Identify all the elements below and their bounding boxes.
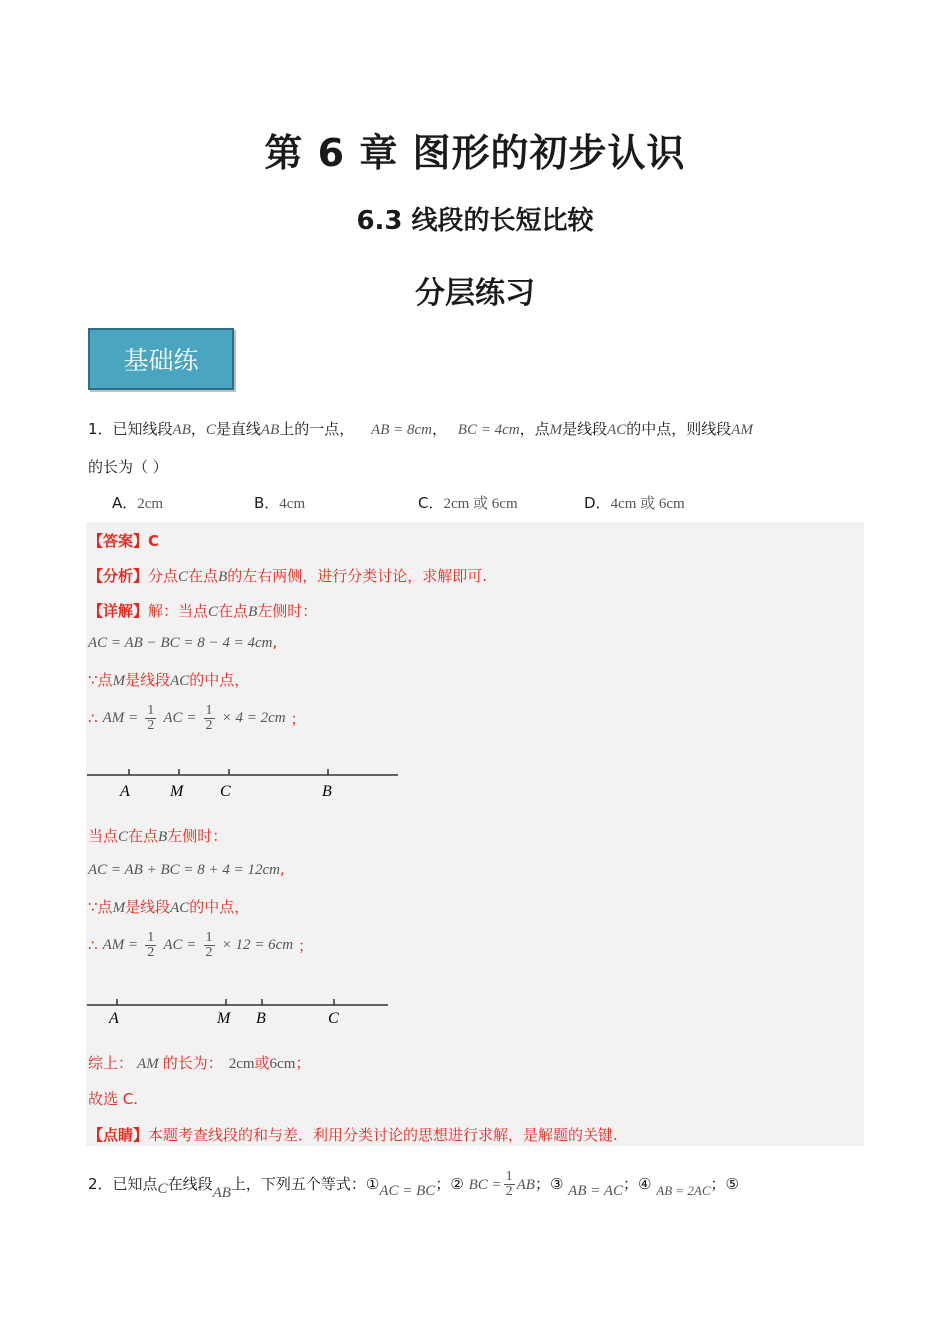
point-label-a: A xyxy=(120,783,130,800)
point-label-b: B xyxy=(322,783,332,800)
option-b: B．4cm xyxy=(254,494,306,512)
segment-diagram-1 xyxy=(86,762,406,806)
analysis-line: 【分析】分点C在点B的左右两侧，进行分类讨论，求解即可. xyxy=(88,567,488,585)
question-2-line-1: 2．已知点C在线段AB上，下列五个等式：①AC = BC；② BC = $\frac{1}{2}$ AB；③ AB = AC；④ AB = 2AC；⑤ xyxy=(88,1169,739,1201)
point-label-b: B xyxy=(256,1010,266,1027)
midpoint-line-1: ∵点M是线段AC的中点， xyxy=(88,671,250,689)
question-1-line-2: 的长为（ ） xyxy=(88,458,168,476)
case-2-line: 当点C在点B左侧时： xyxy=(88,827,228,845)
choose-line: 故选 C. xyxy=(88,1090,139,1108)
option-d: D．4cm 或 6cm xyxy=(584,494,685,512)
point-label-a: A xyxy=(109,1010,119,1027)
equation-case-2: AC = AB + BC = 8 + 4 = 12cm, xyxy=(88,860,285,878)
page-subtitle: 分层练习 xyxy=(415,276,535,311)
point-label-m: M xyxy=(170,783,184,800)
chapter-title: 第 6 章 图形的初步认识 xyxy=(264,131,686,175)
am-result-2: ∴ AM = $\frac{1}{2}$ AC = $\frac{1}{2}$ × 12 = 6cm ； xyxy=(88,930,314,960)
option-a: A．2cm xyxy=(112,494,164,512)
point-label-c: C xyxy=(328,1010,339,1027)
summary-line: 综上： AM 的长为： 2cm或6cm； xyxy=(88,1054,311,1072)
option-c: C．2cm 或 6cm xyxy=(418,494,518,512)
equation-case-1: AC = AB − BC = 8 − 4 = 4cm, xyxy=(88,633,278,651)
section-badge: 基础练 xyxy=(88,328,234,390)
detail-line: 【详解】解：当点C在点B左侧时： xyxy=(88,602,318,620)
point-label-c: C xyxy=(220,783,231,800)
midpoint-line-2: ∵点M是线段AC的中点， xyxy=(88,898,250,916)
am-result-1: ∴ AM = $\frac{1}{2}$ AC = $\frac{1}{2}$ × 4 = 2cm ； xyxy=(88,703,306,733)
answer-line: 【答案】C xyxy=(88,532,160,550)
comment-line: 【点睛】本题考查线段的和与差．利用分类讨论的思想进行求解，是解题的关键. xyxy=(88,1126,618,1144)
point-label-m: M xyxy=(217,1010,231,1027)
question-1-line-1: 1．已知线段AB，C是直线AB上的一点， AB = 8cm， BC = 4cm，点M是线段AC的中点，则线段AM xyxy=(88,420,753,438)
section-title: 6.3 线段的长短比较 xyxy=(356,206,594,236)
segment-diagram-2 xyxy=(86,992,396,1032)
